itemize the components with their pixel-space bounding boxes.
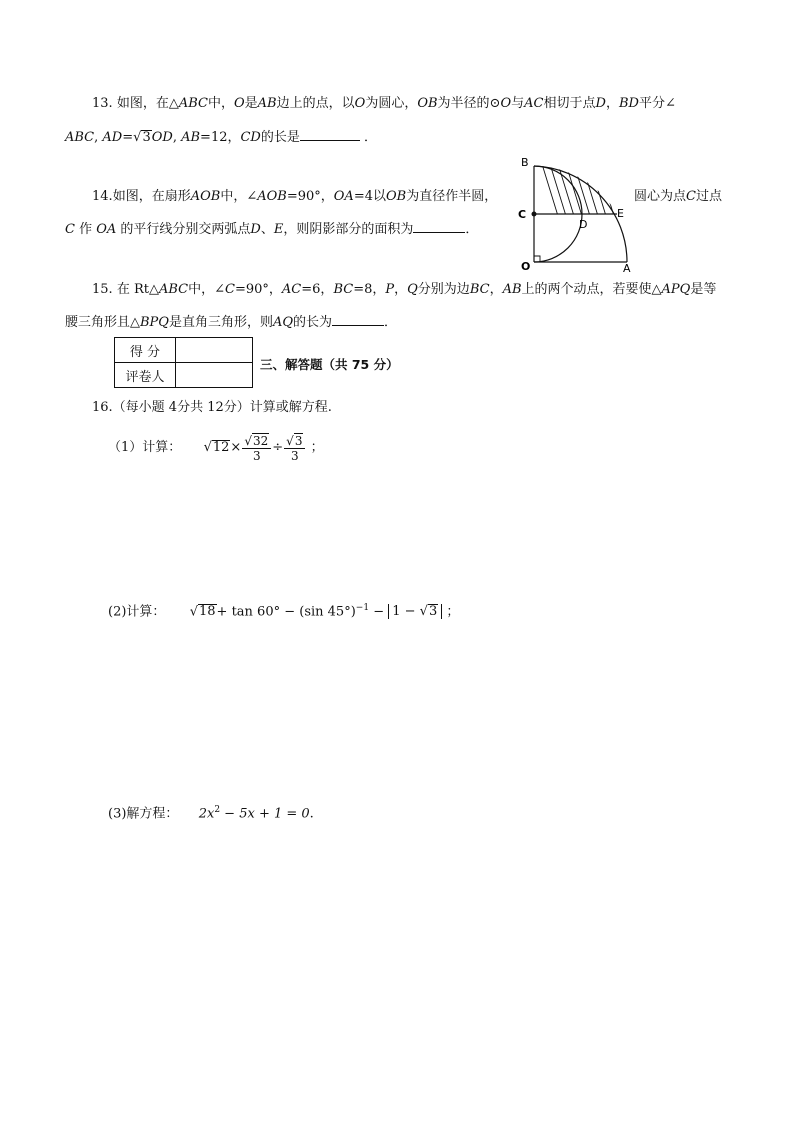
q15-var: AQ (272, 315, 294, 330)
q16-p1-sqrt12: 12 (212, 440, 230, 455)
q13-var: ABC (65, 130, 95, 145)
q13-var: BD (618, 96, 639, 111)
q14-text: =90°， (286, 189, 334, 204)
q13-number: 13. (92, 96, 113, 111)
q14-var: OA (96, 222, 117, 237)
q16-p1-den2: 3 (290, 448, 299, 463)
q16-part2 (108, 599, 459, 621)
q13-var: O (233, 96, 245, 111)
answer-blank[interactable] (413, 219, 465, 233)
q13-text: , (94, 130, 99, 145)
q13-sqrt: 3 (142, 130, 151, 145)
sqrt-symbol: √ (203, 440, 212, 455)
q16-p1-times: × (230, 440, 242, 455)
label-a: A (623, 262, 631, 274)
q16-p1-num1: 32 (252, 433, 269, 448)
q14-text: 如图，在扇形 (112, 189, 191, 204)
sqrt-symbol: √ (133, 130, 142, 145)
point-c (532, 212, 537, 217)
q13-text: 边上的点，以 (276, 96, 355, 111)
q14-text: 圆心为点 (634, 189, 687, 204)
label-d: D (579, 218, 588, 231)
q13-text: 如图，在△ (116, 96, 179, 111)
q15-number: 15. (92, 282, 113, 297)
section-title: 三、解答题（共 75 分） (260, 357, 399, 372)
q16-p1-label: （1）计算： (108, 440, 182, 455)
right-angle-mark (534, 256, 540, 262)
q15-text: =90°， (234, 282, 282, 297)
q14-var: AOB (257, 189, 287, 204)
score-table (114, 337, 253, 388)
q15-line1 (92, 281, 716, 299)
q16-p2-end: ； (446, 604, 460, 620)
sqrt-symbol: √ (189, 604, 198, 620)
q13-text: 的长是 (260, 130, 300, 145)
q15-var: C (225, 282, 235, 297)
q13-text: 平分∠ (638, 96, 676, 111)
q15-var: AB (502, 282, 522, 297)
q13-line1 (92, 95, 676, 113)
label-e: E (617, 207, 624, 220)
q14-line1 (92, 188, 497, 206)
q13-var: AD (102, 130, 123, 145)
q14-var: OB (385, 189, 407, 204)
q14-var: AOB (190, 189, 221, 204)
sqrt-symbol: √ (419, 604, 428, 620)
q15-var: BC (469, 282, 490, 297)
q16-part1 (108, 430, 324, 466)
q16-p1-end: ； (310, 440, 324, 455)
q13-var: OB (417, 96, 438, 111)
q13-text: 为圆心， (365, 96, 418, 111)
q13-var: AB (257, 96, 277, 111)
q13-var: CD (240, 130, 261, 145)
q13-var: AB (181, 130, 201, 145)
q15-text: ， (489, 282, 503, 297)
q14-number: 14. (92, 189, 113, 204)
q15-text: =6， (301, 282, 334, 297)
q16-p1-den1: 3 (252, 448, 261, 463)
q13-text: 与 (511, 96, 525, 111)
q15-var: BPQ (140, 315, 169, 330)
q13-text: 为半径的⊙ (437, 96, 501, 111)
q16-p1-num2: 3 (294, 433, 303, 448)
label-o: O (521, 260, 531, 273)
q15-text: 分别为边 (417, 282, 470, 297)
q13-text: 是 (244, 96, 258, 111)
q14-text: 过点 (695, 189, 722, 204)
q13-text: = (122, 130, 134, 145)
q16-p3-end: . (309, 806, 314, 822)
q14-text: 的平行线分别交两弧点 (116, 222, 251, 237)
q15-text: 的长为 (293, 315, 333, 330)
q13-text: ． (364, 130, 378, 145)
q14-text: =4以 (353, 189, 386, 204)
grader-cell[interactable] (176, 363, 253, 388)
q13-text: 中， (207, 96, 234, 111)
q14-var: E (273, 222, 284, 237)
q15-text: 腰三角形且△ (65, 315, 140, 330)
q14-text: 作 (74, 222, 97, 237)
label-c: C (518, 208, 527, 221)
q14-text: 中，∠ (220, 189, 258, 204)
q16-p1-div: ÷ (272, 440, 284, 455)
q15-text: 中，∠ (188, 282, 226, 297)
q16-p2-minus: − (369, 604, 389, 620)
q15-var: AC (281, 282, 302, 297)
q16-p3-exp: 2 (214, 805, 221, 815)
q15-var: APQ (661, 282, 691, 297)
q15-text: 在 Rt△ (116, 282, 159, 297)
q16-part3 (108, 801, 314, 823)
q13-var: AC (524, 96, 544, 111)
sector-figure (512, 150, 636, 274)
q16-p3-expr-rest: − 5x + 1 = 0 (220, 806, 310, 822)
q14-line2 (65, 219, 478, 239)
answer-blank[interactable] (300, 127, 360, 141)
q16-p2-sqrt3: 3 (428, 604, 438, 620)
q16-p3-expr: 2x (198, 806, 215, 822)
q16-p1-frac2 (284, 433, 305, 463)
sqrt-symbol: √ (286, 433, 294, 448)
q13-var: O (354, 96, 366, 111)
q13-var: O (500, 96, 512, 111)
q14-text: 为直径作半圆， (406, 189, 498, 204)
q16-header: 16.（每小题 4分共 12分）计算或解方程. (92, 400, 332, 415)
q16-p3-label: (3)解方程： (108, 806, 179, 822)
q13-line2 (65, 127, 377, 147)
q15-text: =8， (353, 282, 386, 297)
q16-p2-abs-text: 1 − (392, 604, 420, 620)
q13-var: ABC (178, 96, 208, 111)
q13-text: ， (605, 96, 619, 111)
q14-var: C (686, 189, 696, 204)
score-cell[interactable] (176, 338, 253, 363)
q15-var: Q (407, 282, 418, 297)
q15-text: ， (394, 282, 408, 297)
q13-var: D (595, 96, 606, 111)
q16-p1-frac1 (242, 433, 271, 463)
q15-text: 是直角三角形，则 (168, 315, 273, 330)
q16-p2-label: (2)计算： (108, 604, 166, 620)
label-b: B (521, 156, 529, 169)
q16-p2-expr: + tan 60° − (sin 45°) (216, 604, 356, 620)
q14-var: OA (333, 189, 354, 204)
q16-p2-sqrt18: 18 (199, 604, 216, 620)
grader-label: 评卷人 (115, 363, 176, 388)
q15-text: 上的两个动点，若要使△ (521, 282, 662, 297)
q14-text: 、 (260, 222, 274, 237)
q14-text: ，则阴影部分的面积为 (283, 222, 414, 237)
sqrt-symbol: √ (244, 433, 252, 448)
q13-text: =12， (200, 130, 241, 145)
q13-text: , (172, 130, 177, 145)
q15-line2 (65, 312, 397, 332)
q14-var: C (65, 222, 75, 237)
q15-var: ABC (158, 282, 189, 297)
q14-line1-right (634, 188, 722, 206)
q15-text: ． (384, 315, 398, 330)
score-label: 得 分 (115, 338, 176, 363)
q16-p2-abs (388, 604, 442, 619)
q16-p2-exp: −1 (355, 603, 370, 613)
q13-var: OD (151, 130, 173, 145)
q14-var: D (250, 222, 261, 237)
answer-blank[interactable] (332, 312, 384, 326)
q13-text: 相切于点 (543, 96, 596, 111)
q15-var: P (385, 282, 395, 297)
q15-var: BC (333, 282, 354, 297)
q14-text: ． (465, 222, 479, 237)
q15-text: 是等 (690, 282, 717, 297)
